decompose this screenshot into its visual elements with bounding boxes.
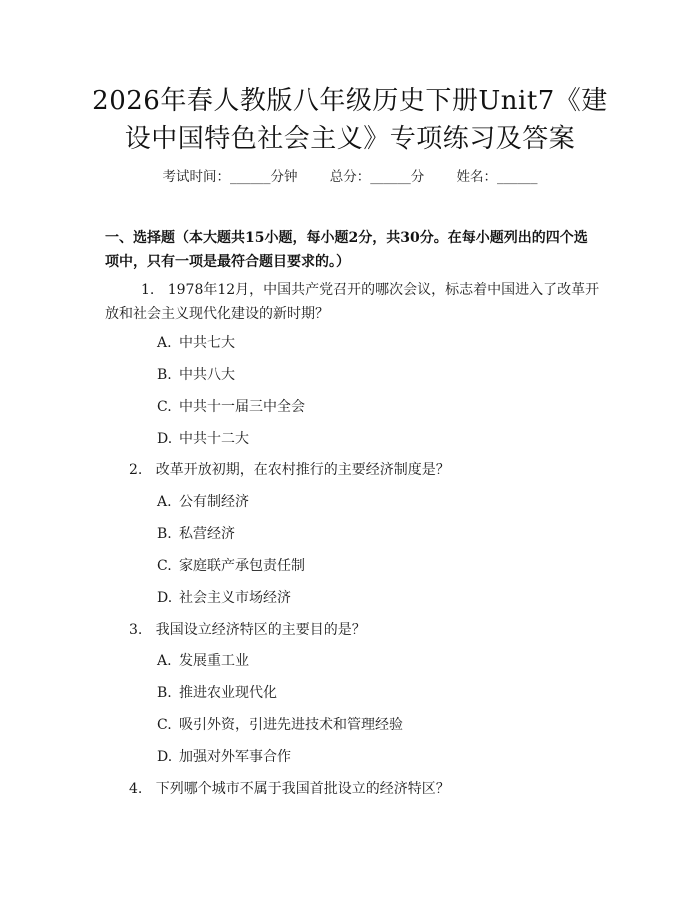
document-title-line-1: 2026年春人教版八年级历史下册Unit7《建 (92, 86, 608, 116)
question-1 (105, 278, 605, 326)
option-text: 公有制经济 (179, 494, 249, 510)
option-text: 社会主义市场经济 (179, 590, 291, 606)
option-letter: A. (157, 335, 172, 351)
option-text: 中共十一届三中全会 (179, 399, 305, 415)
section-heading: 一、选择题（本大题共15小题，每小题2分，共30分。在每小题列出的四个选项中，只有一项是最符合题目要求的。） (105, 230, 588, 270)
question-number: 1. (141, 282, 155, 298)
question-2-option-b (157, 524, 235, 544)
question-3-option-a (157, 651, 249, 671)
question-2-option-d (157, 588, 291, 608)
option-letter: C. (157, 399, 172, 415)
exam-time-field: 考试时间：______分钟 (162, 169, 298, 185)
question-3-option-c (157, 715, 403, 735)
option-text: 中共十二大 (179, 431, 249, 447)
question-4 (105, 777, 605, 801)
option-letter: D. (157, 749, 173, 765)
question-1-option-b (157, 365, 235, 385)
question-1-option-a (157, 333, 235, 353)
option-letter: B. (157, 526, 172, 542)
question-2-option-c (157, 556, 305, 576)
document-title-line-2: 设中国特色社会主义》专项练习及答案 (124, 124, 576, 154)
option-letter: D. (157, 431, 173, 447)
option-letter: C. (157, 717, 172, 733)
option-text: 加强对外军事合作 (179, 749, 291, 765)
question-number: 4. (129, 781, 143, 797)
question-2 (105, 458, 605, 482)
option-letter: C. (157, 558, 172, 574)
total-score-field: 总分：______分 (329, 169, 425, 185)
question-2-option-a (157, 492, 249, 512)
question-text: 下列哪个城市不属于我国首批设立的经济特区？ (155, 781, 450, 797)
question-number: 3. (129, 622, 143, 638)
question-number: 2. (129, 462, 143, 478)
option-text: 家庭联产承包责任制 (179, 558, 305, 574)
option-letter: A. (157, 653, 172, 669)
option-letter: B. (157, 367, 172, 383)
option-letter: A. (157, 494, 172, 510)
option-text: 吸引外资，引进先进技术和管理经验 (179, 717, 403, 733)
question-text: 1978年12月，中国共产党召开的哪次会议，标志着中国进入了改革开放和社会主义现代化建设的新时期？ (105, 282, 600, 322)
student-name-field: 姓名：______ (456, 169, 538, 185)
question-3 (105, 618, 605, 642)
question-3-option-d (157, 747, 291, 767)
option-text: 中共八大 (179, 367, 235, 383)
option-text: 私营经济 (179, 526, 235, 542)
question-3-option-b (157, 683, 277, 703)
option-text: 发展重工业 (179, 653, 249, 669)
option-letter: D. (157, 590, 173, 606)
question-1-option-d (157, 429, 249, 449)
question-text: 我国设立经济特区的主要目的是？ (155, 622, 366, 638)
question-1-option-c (157, 397, 305, 417)
exam-info-row (0, 166, 700, 188)
question-text: 改革开放初期，在农村推行的主要经济制度是？ (155, 462, 450, 478)
option-text: 推进农业现代化 (179, 685, 277, 701)
option-text: 中共七大 (179, 335, 235, 351)
option-letter: B. (157, 685, 172, 701)
